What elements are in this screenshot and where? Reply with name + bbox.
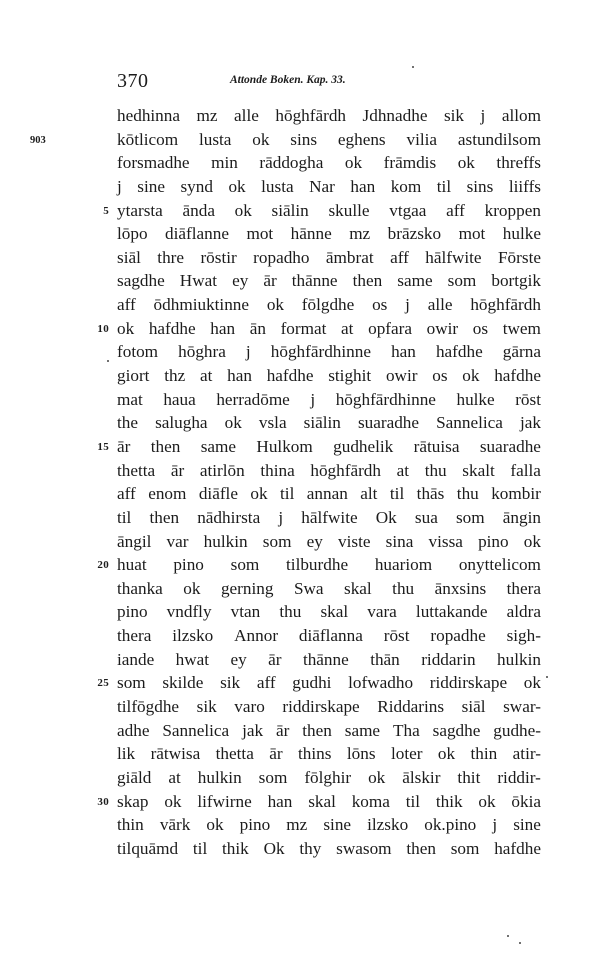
- text-line: tilfōgdhe sik varo riddirskape Riddarins siāl swar-: [117, 697, 541, 717]
- margin-mark: [519, 942, 521, 944]
- text-line: thetta ār atirlōn thina hōghfārdh at thu skalt falla: [117, 460, 541, 480]
- text-line: huat pino som tilburdhe huariom onyttelicom 20: [117, 553, 541, 577]
- margin-mark: [507, 935, 509, 937]
- text-line: iande hwat ey ār thānne thān riddarin hulkin: [117, 649, 541, 669]
- text-line: āngil var hulkin som ey viste sina vissa pino ok: [117, 531, 541, 551]
- line-number: 25: [97, 677, 109, 690]
- page-number: 370: [117, 70, 149, 92]
- text-line: ār then same Hulkom gudhelik rātuisa suaradhe 15: [117, 435, 541, 459]
- text-line: lōpo diāflanne mot hānne mz brāzsko mot hulke: [117, 224, 541, 244]
- text-line: giāld at hulkin som fōlghir ok ālskir thit riddir-: [117, 767, 541, 787]
- text-line: hedhinna mz alle hōghfārdh Jdhnadhe sik j allom: [117, 106, 541, 125]
- text-line: lik rātwisa thetta ār thins lōns loter ok thin atir-: [117, 744, 541, 764]
- text-line: mat haua herradōme j hōghfārdhinne hulke rōst: [117, 389, 541, 409]
- text-line: som skilde sik aff gudhi lofwadho riddirskape ok 25: [117, 671, 541, 695]
- text-line: forsmadhe min rāddogha ok frāmdis ok threffs: [117, 153, 541, 173]
- text-line: skap ok lifwirne han skal koma til thik ok ōkia 30: [117, 790, 541, 814]
- margin-mark: [107, 360, 109, 362]
- text-line: ytarsta ānda ok siālin skulle vtgaa aff kroppen 5: [117, 199, 541, 223]
- line-number: 15: [97, 440, 109, 453]
- text-line: til then nādhirsta j hālfwite Ok sua som āngin: [117, 507, 541, 527]
- running-head: Attonde Boken. Kap. 33.: [230, 74, 346, 86]
- text-line: pino vndfly vtan thu skal vara luttakande aldra: [117, 602, 541, 622]
- text-line: thin vārk ok pino mz sine ilzsko ok.pino j sine: [117, 815, 541, 835]
- text-block: [30, 104, 541, 861]
- line-number: 20: [97, 559, 109, 572]
- text-line: fotom hōghra j hōghfārdhinne han hafdhe gārna: [117, 342, 541, 362]
- line-number: 30: [97, 795, 109, 808]
- text-line: thera ilzsko Annor diāflanna rōst ropadhe sigh-: [117, 626, 541, 646]
- text-line: adhe Sannelica jak ār then same Tha sagdhe gudhe-: [117, 720, 541, 740]
- text-line: j sine synd ok lusta Nar han kom til sins liiffs: [117, 176, 541, 196]
- margin-mark: [412, 66, 414, 68]
- text-line: giort thz at han hafdhe stighit owir os ok hafdhe: [117, 366, 541, 386]
- text-line: aff ōdhmiuktinne ok fōlgdhe os j alle hōghfārdh: [117, 295, 541, 315]
- text-line: aff enom diāfle ok til annan alt til thās thu kombir: [117, 484, 541, 504]
- line-number: 10: [97, 322, 109, 335]
- text-line: the salugha ok vsla siālin suaradhe Sannelica jak: [117, 413, 541, 433]
- text-line: siāl thre rōstir ropadho āmbrat aff hālfwite Fōrste: [117, 247, 541, 267]
- text-line: kōtlicom lusta ok sins eghens vilia astundilsom 903: [117, 128, 541, 152]
- margin-reference: 903: [30, 134, 46, 146]
- margin-mark: [546, 676, 548, 678]
- line-number: 5: [103, 204, 109, 217]
- text-line: thanka ok gerning Swa skal thu ānxsins thera: [117, 578, 541, 598]
- text-line: ok hafdhe han ān format at opfara owir os twem 10: [117, 317, 541, 341]
- text-line: sagdhe Hwat ey ār thānne then same som bortgik: [117, 271, 541, 291]
- text-line: tilquāmd til thik Ok thy swasom then som hafdhe: [117, 838, 541, 858]
